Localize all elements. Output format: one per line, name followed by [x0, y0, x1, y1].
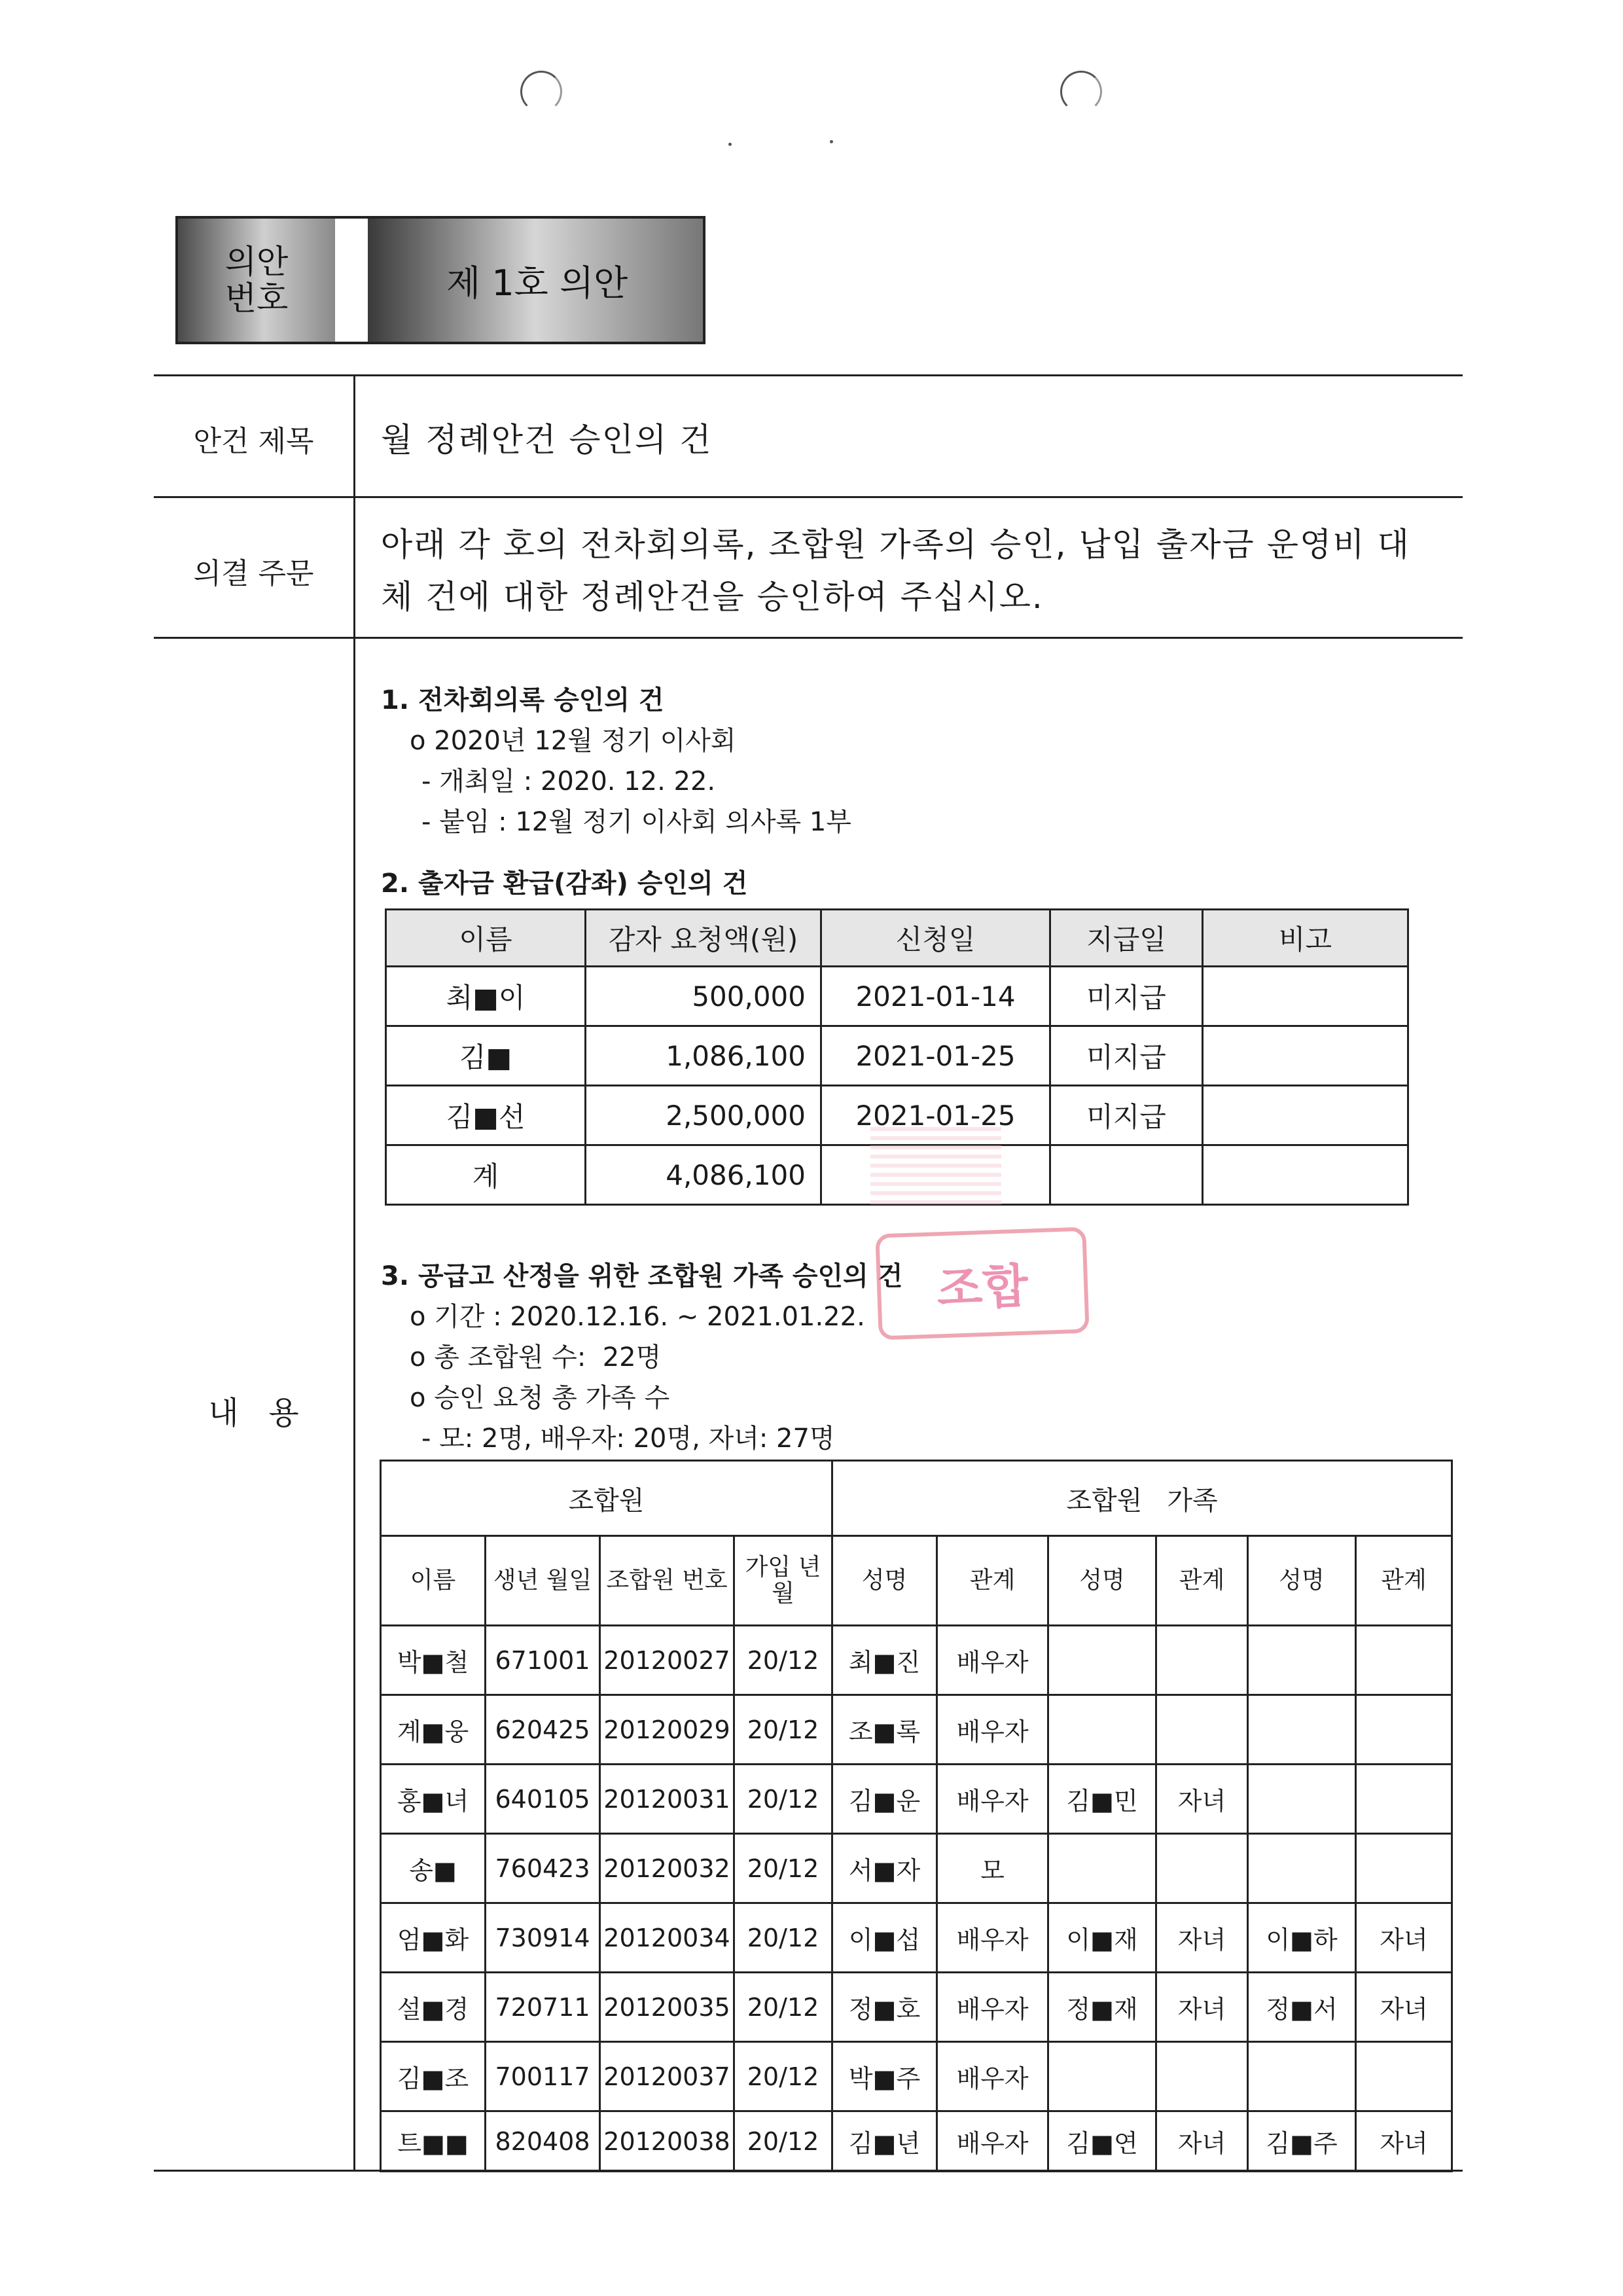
cell-family-name: 정■재: [1048, 1973, 1156, 2042]
cell-member-no: 20120027: [600, 1626, 734, 1695]
cell-family-name: [1248, 2042, 1356, 2111]
cell-member-no: 20120038: [600, 2111, 734, 2172]
cell-join: 20/12: [734, 1695, 832, 1765]
cooperative-seal-stamp: [875, 1227, 1089, 1340]
table-row: [381, 1626, 1452, 1695]
cell-join: 20/12: [734, 2042, 832, 2111]
section1-line1: o 2020년 12월 정기 이사회: [410, 726, 736, 756]
cell-name: 최■이: [386, 967, 586, 1026]
resolution-order-line1: 아래 각 호의 전차회의록, 조합원 가족의 승인, 납입 출자금 운영비 대: [381, 526, 1410, 564]
cell-apply-date: 2021-01-25: [821, 1026, 1050, 1086]
cell-birth: 820408: [486, 2111, 600, 2172]
cell-relation: 자녀: [1156, 1903, 1248, 1973]
col-pay-date: 지급일: [1050, 910, 1203, 967]
member-family-table: [380, 1460, 1453, 2172]
bill-number-label: [178, 219, 335, 342]
bill-number-box: [175, 216, 705, 344]
agenda-title-value: 월 정례안건 승인의 건: [381, 421, 713, 459]
cell-amount: 4,086,100: [586, 1145, 821, 1205]
col-apply-date: 신청일: [821, 910, 1050, 967]
cell-birth: 700117: [486, 2042, 600, 2111]
table-row: [381, 1765, 1452, 1834]
cell-birth: 760423: [486, 1834, 600, 1903]
form-rule-order: [154, 637, 1463, 639]
punch-hole-right: [1060, 71, 1102, 113]
section3-line4: - 모: 2명, 배우자: 20명, 자녀: 27명: [421, 1424, 835, 1454]
col-relation: 관계: [937, 1536, 1048, 1626]
group-header-row: [381, 1461, 1452, 1536]
agenda-title-label: 안건 제목: [193, 425, 314, 458]
resolution-order-line2: 체 건에 대한 정례안건을 승인하여 주십시오.: [381, 578, 1044, 616]
cell-relation: 배우자: [937, 1973, 1048, 2042]
table-row: [381, 1903, 1452, 1973]
cell-name: 계: [386, 1145, 586, 1205]
section3-line1: o 기간 : 2020.12.16. ~ 2021.01.22.: [410, 1302, 865, 1332]
cell-birth: 730914: [486, 1903, 600, 1973]
resolution-order-label: 의결 주문: [193, 557, 314, 590]
cell-name: 박■철: [381, 1626, 486, 1695]
cell-family-name: 조■록: [832, 1695, 937, 1765]
cell-relation: [1156, 1626, 1248, 1695]
cell-join: 20/12: [734, 1626, 832, 1695]
cell-relation: 배우자: [937, 2042, 1048, 2111]
col-relation: 관계: [1156, 1536, 1248, 1626]
col-name: 이름: [381, 1536, 486, 1626]
refund-table-header: [386, 910, 1408, 967]
cell-relation: [1156, 2042, 1248, 2111]
cell-relation: 자녀: [1156, 1973, 1248, 2042]
col-family-name: 성명: [1048, 1536, 1156, 1626]
form-rule-title: [154, 496, 1463, 498]
cell-relation: [1156, 1834, 1248, 1903]
cell-name: 트■■: [381, 2111, 486, 2172]
group-member: 조합원: [381, 1461, 832, 1536]
cell-relation: [1356, 1626, 1452, 1695]
content-label: 내 용: [208, 1395, 299, 1431]
cell-member-no: 20120029: [600, 1695, 734, 1765]
cell-relation: [1356, 1765, 1452, 1834]
cell-family-name: 김■주: [1248, 2111, 1356, 2172]
section3-heading: 3. 공급고 산정을 위한 조합원 가족 승인의 건: [381, 1261, 903, 1291]
table-row: [381, 1695, 1452, 1765]
cell-pay-date: 미지급: [1050, 1026, 1203, 1086]
cell-family-name: 김■민: [1048, 1765, 1156, 1834]
cell-family-name: 박■주: [832, 2042, 937, 2111]
col-name: 이름: [386, 910, 586, 967]
cell-join: 20/12: [734, 1765, 832, 1834]
cell-relation: 배우자: [937, 1765, 1048, 1834]
col-join: 가입 년월: [734, 1536, 832, 1626]
stamp-text: 조합: [936, 1258, 1029, 1317]
header-divider: [335, 219, 368, 342]
table-row: [381, 2111, 1452, 2172]
cell-family-name: 이■하: [1248, 1903, 1356, 1973]
cell-amount: 2,500,000: [586, 1086, 821, 1145]
cell-family-name: [1248, 1626, 1356, 1695]
cell-relation: 자녀: [1156, 1765, 1248, 1834]
cell-name: 엄■화: [381, 1903, 486, 1973]
cell-relation: 모: [937, 1834, 1048, 1903]
form-label-divider: [353, 374, 355, 2171]
cell-relation: 배우자: [937, 1903, 1048, 1973]
col-relation: 관계: [1356, 1536, 1452, 1626]
cell-relation: [1356, 2042, 1452, 2111]
cell-member-no: 20120031: [600, 1765, 734, 1834]
scan-speck: [830, 140, 833, 143]
cell-note: [1203, 967, 1408, 1026]
cell-relation: 배우자: [937, 2111, 1048, 2172]
col-family-name: 성명: [1248, 1536, 1356, 1626]
section1-line3: - 붙임 : 12월 정기 이사회 의사록 1부: [421, 807, 851, 837]
cell-name: 김■: [386, 1026, 586, 1086]
cell-name: 김■선: [386, 1086, 586, 1145]
cell-member-no: 20120034: [600, 1903, 734, 1973]
cell-birth: 640105: [486, 1765, 600, 1834]
table-row: [381, 2042, 1452, 2111]
cell-family-name: 정■호: [832, 1973, 937, 2042]
section1-heading: 1. 전차회의록 승인의 건: [381, 685, 664, 715]
cell-family-name: [1248, 1765, 1356, 1834]
bill-number-label-line1: 의안: [224, 243, 289, 281]
cell-relation: 자녀: [1156, 2111, 1248, 2172]
cell-name: 홍■녀: [381, 1765, 486, 1834]
cell-pay-date: [1050, 1145, 1203, 1205]
cell-relation: [1156, 1695, 1248, 1765]
table-row: [386, 1026, 1408, 1086]
cell-note: [1203, 1026, 1408, 1086]
sub-header-row: [381, 1536, 1452, 1626]
table-row: [381, 1973, 1452, 2042]
cell-member-no: 20120035: [600, 1973, 734, 2042]
col-note: 비고: [1203, 910, 1408, 967]
cell-apply-date: 2021-01-25: [821, 1086, 1050, 1145]
cell-member-no: 20120032: [600, 1834, 734, 1903]
cell-family-name: 이■재: [1048, 1903, 1156, 1973]
cell-name: 김■조: [381, 2042, 486, 2111]
cell-family-name: 김■년: [832, 2111, 937, 2172]
cell-note: [1203, 1145, 1408, 1205]
cell-amount: 1,086,100: [586, 1026, 821, 1086]
cell-family-name: 정■서: [1248, 1973, 1356, 2042]
section1-line2: - 개최일 : 2020. 12. 22.: [421, 766, 716, 797]
cell-family-name: [1048, 1834, 1156, 1903]
cell-join: 20/12: [734, 2111, 832, 2172]
faint-stamp-mark: [870, 1126, 1001, 1204]
cell-name: 설■경: [381, 1973, 486, 2042]
cell-pay-date: 미지급: [1050, 967, 1203, 1026]
cell-family-name: 서■자: [832, 1834, 937, 1903]
cell-name: 송■: [381, 1834, 486, 1903]
col-member-no: 조합원 번호: [600, 1536, 734, 1626]
col-amount: 감자 요청액(원): [586, 910, 821, 967]
member-rows: [381, 1626, 1452, 2172]
cell-relation: [1356, 1834, 1452, 1903]
group-family: 조합원 가족: [832, 1461, 1452, 1536]
cell-member-no: 20120037: [600, 2042, 734, 2111]
cell-relation: 자녀: [1356, 1973, 1452, 2042]
col-family-name: 성명: [832, 1536, 937, 1626]
cell-pay-date: 미지급: [1050, 1086, 1203, 1145]
cell-family-name: [1248, 1695, 1356, 1765]
resolution-order-value: [381, 518, 1441, 623]
cell-relation: 자녀: [1356, 1903, 1452, 1973]
cell-relation: 배우자: [937, 1695, 1048, 1765]
form-top-rule: [154, 374, 1463, 376]
cell-relation: 자녀: [1356, 2111, 1452, 2172]
cell-birth: 671001: [486, 1626, 600, 1695]
cell-family-name: [1048, 1695, 1156, 1765]
cell-join: 20/12: [734, 1834, 832, 1903]
section3-line3: o 승인 요청 총 가족 수: [410, 1383, 670, 1413]
cell-apply-date: 2021-01-14: [821, 967, 1050, 1026]
cell-name: 계■웅: [381, 1695, 486, 1765]
col-birth: 생년 월일: [486, 1536, 600, 1626]
cell-join: 20/12: [734, 1973, 832, 2042]
table-row: [386, 967, 1408, 1026]
punch-hole-left: [520, 71, 562, 113]
cell-relation: 배우자: [937, 1626, 1048, 1695]
cell-note: [1203, 1086, 1408, 1145]
cell-birth: 620425: [486, 1695, 600, 1765]
bill-number-label-line2: 번호: [224, 279, 289, 317]
cell-relation: [1356, 1695, 1452, 1765]
cell-join: 20/12: [734, 1903, 832, 1973]
cell-birth: 720711: [486, 1973, 600, 2042]
section2-heading: 2. 출자금 환급(감좌) 승인의 건: [381, 869, 748, 899]
cell-family-name: 김■연: [1048, 2111, 1156, 2172]
cell-family-name: 김■운: [832, 1765, 937, 1834]
cell-amount: 500,000: [586, 967, 821, 1026]
table-row: [381, 1834, 1452, 1903]
cell-family-name: [1048, 2042, 1156, 2111]
bill-number-value: 제 1호 의안: [368, 219, 703, 342]
section3-line2: o 총 조합원 수: 22명: [410, 1342, 662, 1372]
cell-family-name: [1248, 1834, 1356, 1903]
cell-family-name: 최■진: [832, 1626, 937, 1695]
cell-family-name: 이■섭: [832, 1903, 937, 1973]
scan-speck: [728, 143, 732, 146]
cell-family-name: [1048, 1626, 1156, 1695]
